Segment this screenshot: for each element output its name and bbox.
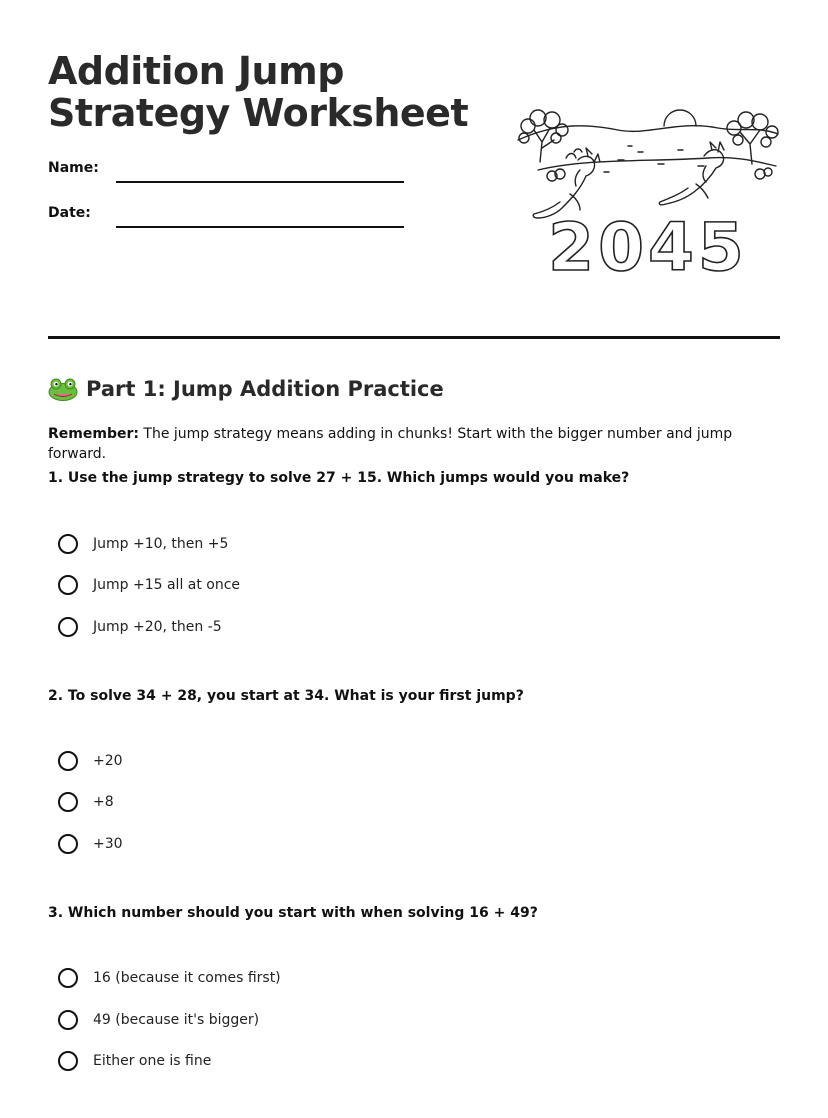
question-2-option-1[interactable] [58, 749, 123, 773]
option-label: 16 (because it comes first) [93, 970, 281, 986]
question-3-option-1[interactable] [58, 966, 281, 990]
date-field-line[interactable] [116, 226, 404, 228]
question-3-option-2[interactable] [58, 1008, 259, 1032]
question-1-text: 1. Use the jump strategy to solve 27 + 15. Which jumps would you make? [48, 470, 630, 486]
option-label: +30 [93, 836, 123, 852]
question-3-option-3[interactable] [58, 1049, 211, 1073]
radio-button[interactable] [58, 575, 78, 595]
section-divider [48, 336, 780, 339]
question-2-option-3[interactable] [58, 832, 123, 856]
part1-heading-text: Part 1: Jump Addition Practice [86, 377, 444, 401]
remember-label: Remember: [48, 426, 139, 442]
question-1-option-1[interactable] [58, 532, 228, 556]
radio-button[interactable] [58, 534, 78, 554]
option-label: +8 [93, 794, 114, 810]
option-label: Jump +15 all at once [93, 577, 241, 593]
option-label: +20 [93, 753, 123, 769]
name-field-line[interactable] [116, 181, 404, 183]
question-3-text: 3. Which number should you start with when solving 16 + 49? [48, 905, 538, 921]
radio-button[interactable] [58, 751, 78, 771]
frog-icon [48, 377, 78, 401]
name-label: Name: [48, 160, 99, 176]
question-2-option-2[interactable] [58, 790, 114, 814]
question-1-option-2[interactable] [58, 573, 240, 597]
question-1-option-3[interactable] [58, 615, 222, 639]
radio-button[interactable] [58, 1051, 78, 1071]
radio-button[interactable] [58, 1010, 78, 1030]
question-2-text: 2. To solve 34 + 28, you start at 34. What is your first jump? [48, 688, 524, 704]
date-label: Date: [48, 205, 91, 221]
radio-button[interactable] [58, 792, 78, 812]
option-label: Either one is fine [93, 1053, 212, 1069]
kangaroo-landscape-illustration [508, 100, 788, 280]
radio-button[interactable] [58, 834, 78, 854]
option-label: Jump +20, then -5 [93, 619, 222, 635]
radio-button[interactable] [58, 617, 78, 637]
part1-heading [48, 374, 444, 404]
remember-note [48, 424, 788, 464]
option-label: Jump +10, then +5 [93, 536, 229, 552]
option-label: 49 (because it's bigger) [93, 1012, 260, 1028]
radio-button[interactable] [58, 968, 78, 988]
illustration-year-text: 2045 [548, 209, 748, 280]
remember-text: The jump strategy means adding in chunks! Start with the bigger number and jump forward. [48, 426, 733, 462]
worksheet-title: Addition Jump Strategy Worksheet [48, 49, 469, 135]
